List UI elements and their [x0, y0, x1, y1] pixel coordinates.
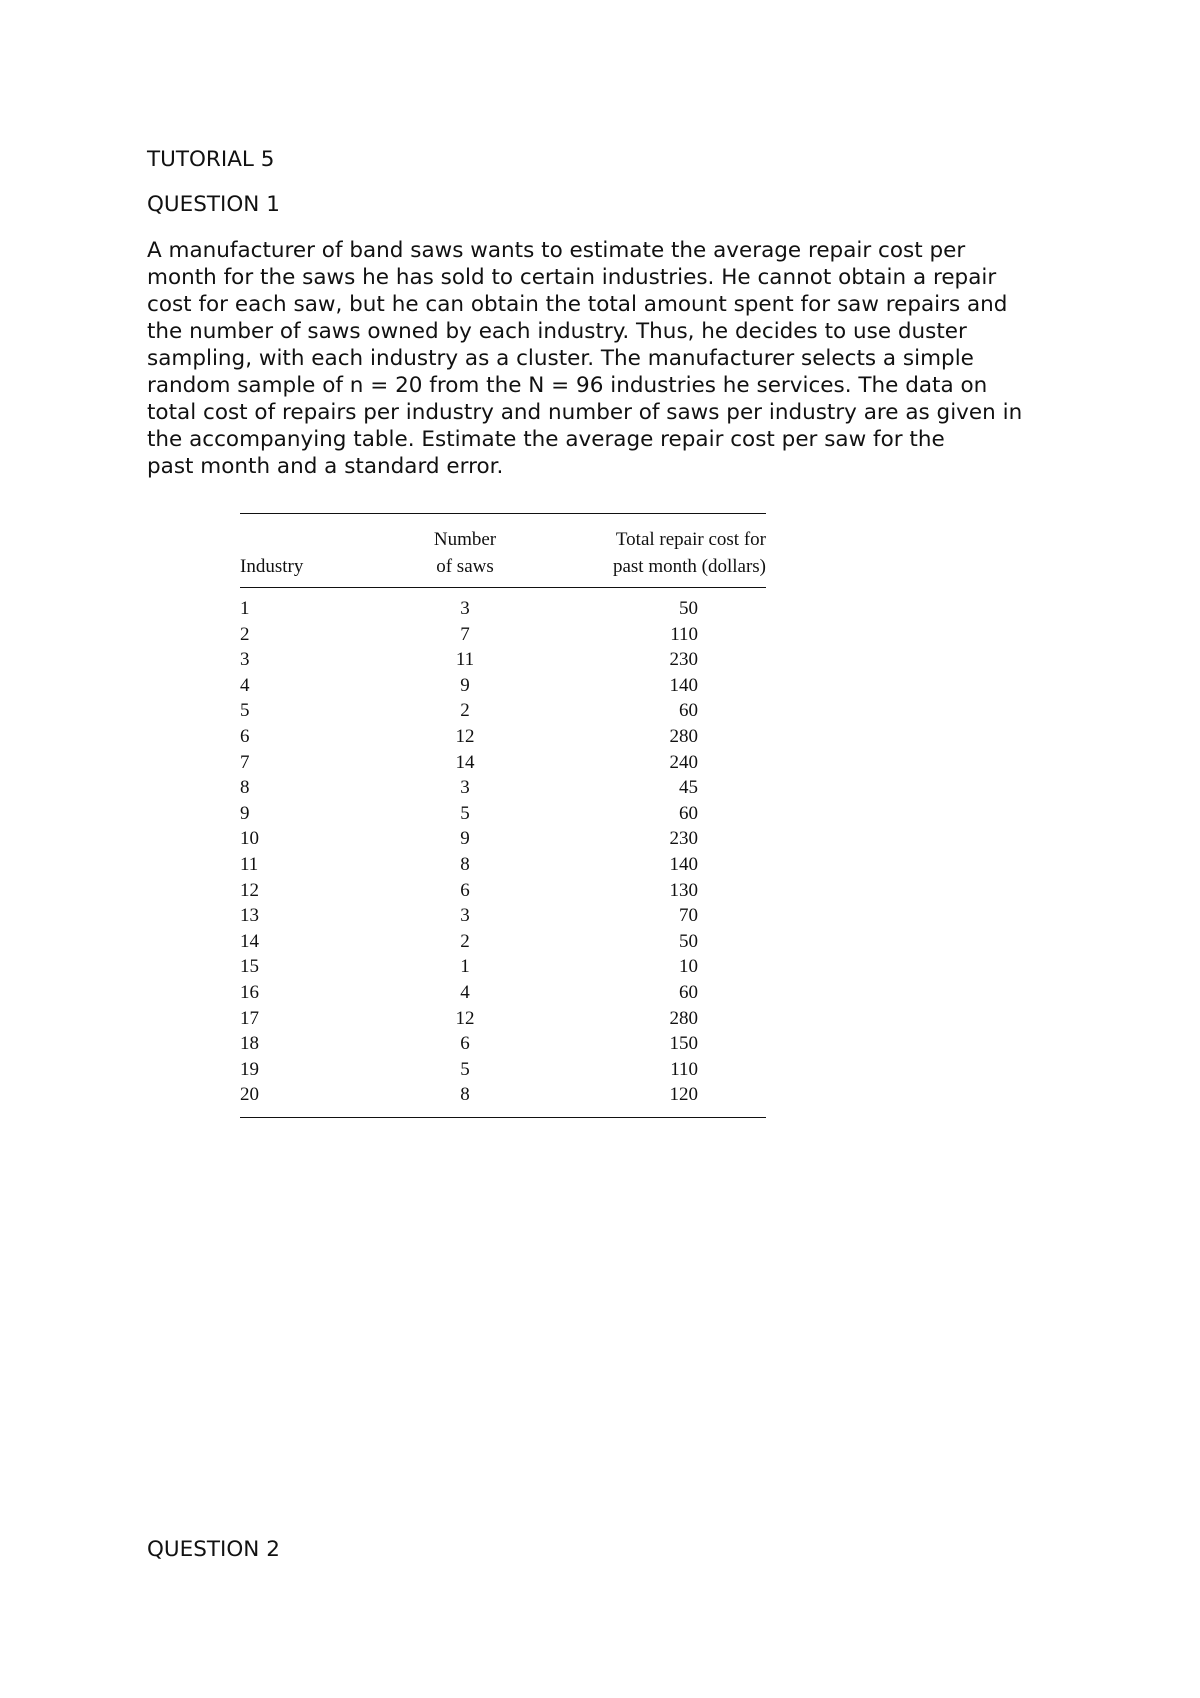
header-saws-line-1: Number — [433, 529, 497, 550]
table-row — [240, 801, 766, 827]
table-row — [240, 903, 766, 929]
industry-cell: 16 — [240, 981, 259, 1003]
table-row — [240, 1006, 766, 1032]
saws-cell: 9 — [460, 828, 470, 850]
header-industry-label: Industry — [240, 556, 304, 577]
table-row — [240, 1031, 766, 1057]
table-row — [240, 826, 766, 852]
saws-cell: 12 — [455, 725, 475, 747]
industry-cell: 3 — [240, 649, 250, 671]
header-cost-line-1: Total repair cost for — [615, 529, 766, 550]
table-row — [240, 750, 766, 776]
repair-cost-table-container — [240, 513, 766, 1118]
table-header-row — [240, 514, 766, 588]
question-1-line: sampling, with each industry as a cluster. The manufacturer selects a simple — [147, 346, 974, 371]
industry-cell: 14 — [240, 930, 259, 952]
question-1-line: past month and a standard error. — [147, 454, 504, 479]
cost-cell: 140 — [669, 674, 698, 696]
industry-cell: 9 — [240, 802, 250, 824]
question-1-text — [147, 237, 1077, 480]
header-total-repair-cost — [540, 514, 766, 588]
saws-cell: 3 — [460, 598, 470, 619]
industry-cell: 5 — [240, 700, 250, 722]
cost-cell: 45 — [679, 777, 698, 799]
question-1-line: total cost of repairs per industry and number of saws per industry are as given in — [147, 400, 1023, 425]
cost-cell: 110 — [670, 623, 698, 645]
cost-cell: 60 — [679, 802, 698, 824]
saws-cell: 7 — [460, 623, 470, 645]
question-1-line: the number of saws owned by each industry. Thus, he decides to use duster — [147, 319, 967, 344]
table-body — [240, 588, 766, 1118]
cost-cell: 230 — [669, 828, 698, 850]
table-row — [240, 980, 766, 1006]
cost-cell: 60 — [679, 981, 698, 1003]
cost-cell: 140 — [669, 853, 698, 875]
industry-cell: 10 — [240, 828, 259, 850]
table-row — [240, 588, 766, 622]
question-1-line: random sample of n = 20 from the N = 96 industries he services. The data on — [147, 373, 988, 398]
cost-cell: 110 — [670, 1058, 698, 1080]
table-row — [240, 775, 766, 801]
industry-cell: 11 — [240, 853, 259, 875]
industry-cell: 1 — [240, 598, 250, 619]
saws-cell: 9 — [460, 674, 470, 696]
cost-cell: 280 — [669, 725, 698, 747]
table-row — [240, 1082, 766, 1117]
industry-cell: 7 — [240, 751, 250, 773]
industry-cell: 12 — [240, 879, 259, 901]
table-row — [240, 929, 766, 955]
saws-cell: 8 — [460, 853, 470, 875]
saws-cell: 14 — [455, 751, 475, 773]
question-1-heading: QUESTION 1 — [147, 192, 280, 217]
cost-cell: 70 — [679, 905, 698, 927]
industry-cell: 15 — [240, 956, 259, 978]
table-row — [240, 878, 766, 904]
industry-cell: 20 — [240, 1082, 390, 1117]
saws-cell: 1 — [460, 956, 470, 978]
header-industry — [240, 514, 390, 588]
industry-cell: 6 — [240, 725, 250, 747]
cost-cell: 130 — [669, 879, 698, 901]
saws-cell: 3 — [460, 777, 470, 799]
industry-cell: 19 — [240, 1058, 259, 1080]
header-number-of-saws — [390, 514, 540, 588]
table-row — [240, 647, 766, 673]
saws-cell: 2 — [460, 930, 470, 952]
cost-cell: 280 — [669, 1007, 698, 1029]
saws-cell: 11 — [455, 649, 475, 671]
industry-cell: 8 — [240, 777, 250, 799]
cost-cell: 50 — [679, 598, 698, 619]
industry-cell: 2 — [240, 623, 250, 645]
saws-cell: 6 — [460, 879, 470, 901]
saws-cell: 12 — [455, 1007, 475, 1029]
cost-cell: 50 — [679, 930, 698, 952]
table-row — [240, 1057, 766, 1083]
table-row — [240, 622, 766, 648]
industry-cell: 18 — [240, 1033, 259, 1055]
industry-cell: 4 — [240, 674, 250, 696]
industry-cell: 13 — [240, 905, 259, 927]
cost-cell: 230 — [669, 649, 698, 671]
table-row — [240, 698, 766, 724]
saws-cell: 5 — [460, 1058, 470, 1080]
table-row — [240, 724, 766, 750]
saws-cell: 6 — [460, 1033, 470, 1055]
question-1-line: A manufacturer of band saws wants to estimate the average repair cost per — [147, 238, 966, 263]
table-row — [240, 673, 766, 699]
saws-cell: 3 — [460, 905, 470, 927]
document-body — [147, 146, 1077, 480]
question-1-line: the accompanying table. Estimate the average repair cost per saw for the — [147, 427, 945, 452]
repair-cost-table — [240, 513, 766, 1118]
saws-cell: 5 — [460, 802, 470, 824]
cost-cell: 240 — [669, 751, 698, 773]
question-1-line: month for the saws he has sold to certain industries. He cannot obtain a repair — [147, 265, 997, 290]
cost-cell: 150 — [669, 1033, 698, 1055]
table-row — [240, 852, 766, 878]
saws-cell: 8 — [390, 1082, 540, 1117]
saws-cell: 2 — [460, 700, 470, 722]
table-row — [240, 954, 766, 980]
question-2-heading: QUESTION 2 — [147, 1537, 280, 1562]
industry-cell: 17 — [240, 1007, 259, 1029]
tutorial-title: TUTORIAL 5 — [147, 147, 275, 172]
cost-cell: 10 — [679, 956, 698, 978]
question-1-line: cost for each saw, but he can obtain the total amount spent for saw repairs and — [147, 292, 1008, 317]
header-saws-line-2: of saws — [436, 556, 494, 577]
header-cost-line-2: past month (dollars) — [612, 556, 766, 577]
cost-cell: 60 — [679, 700, 698, 722]
cost-cell: 120 — [540, 1082, 766, 1117]
saws-cell: 4 — [460, 981, 470, 1003]
